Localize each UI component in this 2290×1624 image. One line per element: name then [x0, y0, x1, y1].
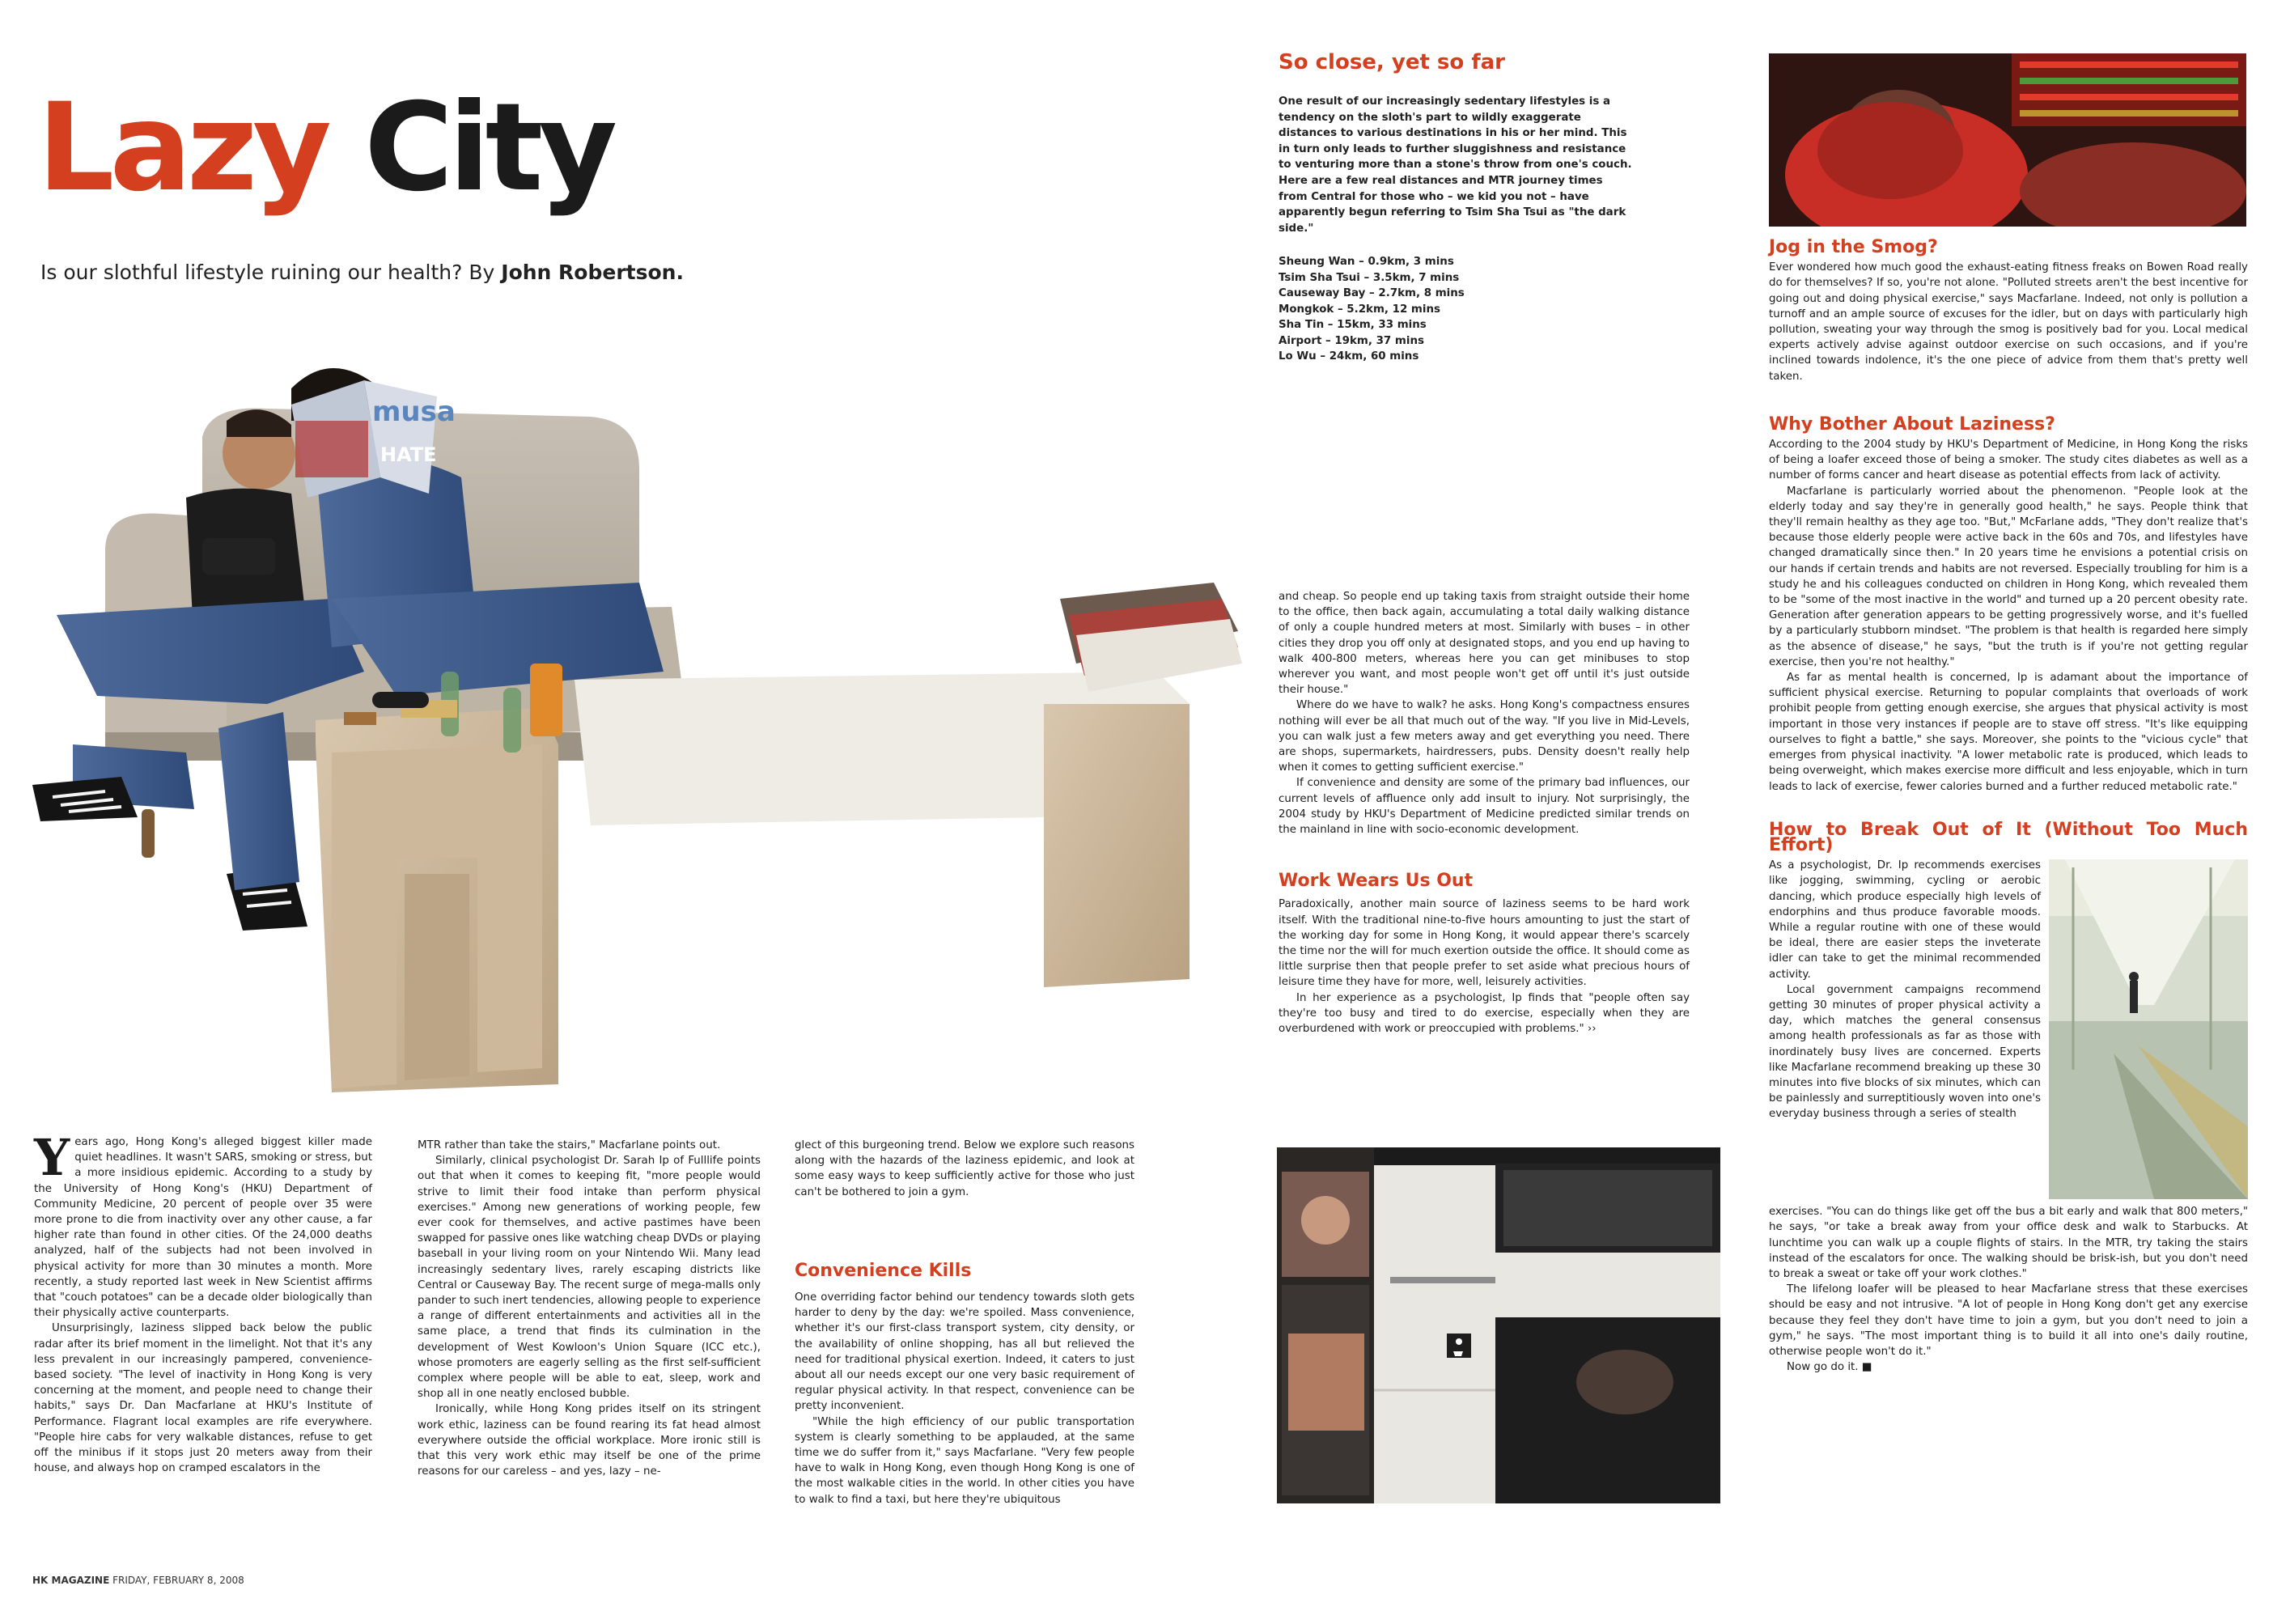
- col1-paragraph-2: Unsurprisingly, laziness slipped back below the public radar after its brief moment in the limelight. Not that it's any less prevalent in our increasingly pampered, convenience-based society. "The level of inactivity in Hong Kong is very concerning at the moment, and people need to change their habits," says Dr. Dan Macfarlane at HKU's Institute of Performance. Flagrant local examples are rife everywhere. "People hire cabs for very walkable distances, refuse to get off the minibus if it stops just 20 meters away from their house, and always hop on cramped escalators in the: [34, 1322, 372, 1475]
- col5-paragraph-2: According to the 2004 study by HKU's Department of Medicine, in Hong Kong the risks of being a loafer exceed those of being a smoker. The study cites diabetes as well as a number of forms cancer and heart disease as potential effects from lack of activity.: [1769, 439, 2248, 482]
- article-column-3: [795, 1138, 1134, 1507]
- article-column-2: [418, 1138, 761, 1479]
- section-heading-break-out: How to Break Out of It (Without Too Much Effort): [1769, 819, 2248, 855]
- escalator-illustration: [2049, 859, 2248, 1199]
- col2-paragraph-2: Similarly, clinical psychologist Dr. Sarah Ip of Fulllife points out that when it comes to keeping fit, "more people would strive to limit their food intake than perform physical exercises." Among new generations of working people, few ever cook for themselves, and active pastimes have been swapped for passive ones like watching cheap DVDs or playing baseball in your living room on your Nintendo Wii. Many lead increasingly sedentary lives, rarely escaping districts like Central or Causeway Bay. The recent surge of mega-malls only pander to such inert tendencies, allowing people to experience a range of different entertainments and activities all in the same place, a trend that finds its culmination in the development of West Kowloon's Union Square (ICC etc.), whose promoters are eagerly selling as the first self-sufficient complex where people will be able to eat, sleep, work and shop all in one neatly enclosed bubble.: [418, 1155, 761, 1401]
- distance-item: Tsim Sha Tsui – 3.5km, 7 mins: [1279, 271, 1460, 284]
- footer-magazine: HK MAGAZINE: [32, 1575, 110, 1586]
- section-heading-work: Work Wears Us Out: [1279, 871, 1474, 892]
- trading-floor-illustration: [1769, 53, 2246, 227]
- sidebar-heading: So close, yet so far: [1279, 50, 1505, 74]
- distance-item: Causeway Bay – 2.7km, 8 mins: [1279, 287, 1465, 300]
- deck-text: Is our slothful lifestyle ruining our health? By: [40, 261, 502, 284]
- col5-paragraph-9: Now go do it. ■: [1787, 1361, 1872, 1374]
- magazine-headline: HATE: [380, 443, 437, 466]
- col3-paragraph-3: "While the high efficiency of our public transportation system is clearly something to be applauded, at the same time we do suffer from it," says Macfarlane. "Very few people have to walk in Hong Kong, even though Hong Kong is one of the most walkable cities in the world. In other cities you have to walk to find a taxi, but here they're ubiquitous: [795, 1415, 1134, 1506]
- col4-paragraph-1: and cheap. So people end up taking taxis from straight outside their home to the office, then back again, accumulating a total daily walking distance of only a couple hundred meters at most. Similarly with buses – in other cities they drop you off only at designated stops, and you end up having to walk 400-800 meters, whereas here you can get minibuses to stop wherever you want, and most people won't get off until it's just outside their house.": [1279, 591, 1690, 697]
- article-column-1: [34, 1128, 372, 1476]
- mtr-illustration: [1277, 1147, 1720, 1503]
- col5-paragraph-1: Ever wondered how much good the exhaust-eating fitness freaks on Bowen Road really do for themselves? If so, you're not alone. "Polluted streets aren't the best incentive for going out and doing physical exercise," says Macfarlane. Indeed, not only is pollution a turnoff and an ample source of excuses for the idler, but on days with particularly high pollution, sweating your way through the smog is positively bad for you. Local medical experts actively advise against outdoor exercise on such occasions, and if you're inclined towards indolence, it's the one piece of advice from them that's pretty well taken.: [1769, 261, 2248, 383]
- distance-item: Lo Wu – 24km, 60 mins: [1279, 350, 1419, 363]
- col5-paragraph-7: exercises. "You can do things like get off the bus a bit early and walk that 800 meters," he says, "or take a break away from your office desk and walk to Starbucks. At lunchtime you can walk up a couple flights of stairs. In the MTR, try taking the stairs instead of the escalators for once. The walking should be brisk-ish, but you don't need to break a sweat or take off your work clothes.": [1769, 1206, 2248, 1280]
- col4-paragraph-3: If convenience and density are some of the primary bad influences, our current levels of affluence only add insult to injury. Not surprisingly, the 2004 study by HKU's Department of Medicine predicted similar trends on the mainland in line with socio-economic development.: [1279, 777, 1690, 837]
- title-word-lazy: Lazy: [37, 78, 327, 218]
- sidebar-intro: One result of our increasingly sedentary lifestyles is a tendency on the sloth's part to wildly exaggerate distances to various destinations in his or her mind. This in turn only leads to further sluggishness and resistance to venturing more than a stone's throw from one's couch. Here are a few real distances and MTR journey times from Central for those who – we kid you not – have apparently begun referring to Tsim Sha Tsui as "the dark side.": [1279, 95, 1632, 235]
- footer-date: FRIDAY, FEBRUARY 8, 2008: [112, 1575, 244, 1586]
- mtr-train-photo: [1277, 1147, 1720, 1503]
- page-title: [37, 78, 613, 218]
- col4-paragraph-4: Paradoxically, another main source of laziness seems to be hard work itself. With the traditional nine-to-five hours amounting to just the start of the working day for some in Hong Kong, it would appear there's scarcely the time nor the will for much exertion outside the office. It should come as little surprise then that people prefer to set aside what precious hours of leisure time they have for more, well, leisurely activities.: [1279, 898, 1690, 989]
- distance-item: Airport – 19km, 37 mins: [1279, 334, 1424, 347]
- col5-escalator-wrap: [1769, 858, 2248, 1375]
- col1-paragraph-1: [34, 1128, 372, 1321]
- col4-paragraph-5: In her experience as a psychologist, Ip finds that "people often say they're too busy and tired to do exercise, especially when they are overburdened with work or preoccupied with problems." ››: [1279, 991, 1690, 1036]
- col5-paragraph-4: As far as mental health is concerned, Ip is adamant about the importance of sufficient physical exercise. Returning to popular complaints that overloads of work prohibit people from getting enough exercise, she argues that physical activity is most important in those very instances if people are to stave off stress. "It's like equipping ourselves to fight a battle," she says. Moreover, she points to the "vicious cycle" that emerges from physical inactivity. "A lower metabolic rate is produced, which leads to being overweight, which makes exercise more difficult and less enjoyable, which in turn leads to lack of exercise, fewer calories burned and a further reduced metabolic rate.": [1769, 672, 2248, 793]
- col4-paragraph-2: Where do we have to walk? he asks. Hong Kong's compactness ensures nothing will ever be all that much out of the way. "If you live in Mid-Levels, you can walk just a few meters away and get everything you need. There are shops, supermarkets, hairdressers, pubs. Density doesn't really help when it comes to getting sufficient exercise.": [1279, 699, 1690, 774]
- col3-paragraph-2: One overriding factor behind our tendency towards sloth gets harder to deny by the day: we're spoiled. Mass convenience, whether it's our first-class transport system, city density, or the availability of online shopping, has all but relieved the need for traditional physical exertion. Indeed, it caters to just about all our needs except our one very basic requirement of regular physical activity. In that respect, convenience can be pretty inconvenient.: [795, 1291, 1134, 1413]
- section-heading-why-bother: Why Bother About Laziness?: [1769, 413, 2055, 435]
- title-word-city: City: [364, 78, 613, 218]
- distance-item: Sha Tin – 15km, 33 mins: [1279, 319, 1427, 332]
- drop-cap: Y: [34, 1128, 70, 1187]
- author-byline: John Robertson.: [501, 261, 684, 284]
- trading-floor-photo: [1769, 53, 2246, 227]
- col5-paragraph-5: As a psychologist, Dr. Ip recommends exercises like jogging, swimming, cycling or aerobic dancing, which produce especially high levels of endorphins and thus produce favorable moods. While a regular routine with one of these would be ideal, there are easier steps the inveterate idler can take to get the minimal recommended activity.: [1769, 859, 2041, 981]
- couch-illustration: [24, 324, 1270, 1100]
- couch-photo: [24, 324, 1270, 1100]
- deck: [40, 261, 684, 284]
- col3-paragraph-1: glect of this burgeoning trend. Below we explore such reasons along with the hazards of the laziness epidemic, and look at some easy ways to keep sufficiently active for those who just can't be bothered to join a gym.: [795, 1139, 1134, 1198]
- article-column-4: [1279, 589, 1690, 1037]
- col2-paragraph-1: MTR rather than take the stairs," Macfarlane points out.: [418, 1139, 721, 1151]
- col5-paragraph-3: Macfarlane is particularly worried about the phenomenon. "People look at the elderly today and say they're in generally good health," he says. People think that they'll remain healthy as they age too. "But," McFarlane adds, "They don't realize that's because those elderly people were active back in the 60s and 70s, and lifestyles have changed dramatically since then." In 20 years time he envisions a potential crisis on our hands if certain trends and habits are not reversed. Especially troubling for him is a study he and his colleagues conducted on children in Hong Kong, which revealed them to be "some of the most inactive in the world" and turned up a 20 percent obesity rate. Generation after generation appears to be getting progressively worse, and it's fuelled by a particularly stubborn mindset. "The problem is that health is regarded here simply as the absence of disease," he says, "but the truth is if you're not getting regular exercise, then you're not healthy.": [1769, 485, 2248, 668]
- article-column-5: [1769, 237, 2248, 1375]
- distance-item: Sheung Wan – 0.9km, 3 mins: [1279, 256, 1454, 269]
- col5-paragraph-6: Local government campaigns recommend getting 30 minutes of proper physical activity a day, which matches the general consensus among health professionals as far as those with inordinately busy lives are concerned. Experts like Macfarlane recommend breaking up these 30 minutes into five blocks of six minutes, which can be painlessly and surreptitiously woven into one's everyday business through a series of stealth: [1769, 983, 2041, 1121]
- sidebar-so-close: [1279, 50, 1635, 365]
- col5-paragraph-8: The lifelong loafer will be pleased to hear Macfarlane stress that these exercises should be easy and not intrusive. "A lot of people in Hong Kong don't get any exercise because they feel they don't have time to join a gym, but you don't need to join a gym," he says. "The most important thing is to build it all into one's daily routine, otherwise people won't do it.": [1769, 1283, 2248, 1358]
- distance-item: Mongkok – 5.2km, 12 mins: [1279, 303, 1440, 316]
- escalator-photo: [2049, 859, 2248, 1199]
- page-footer: [32, 1575, 244, 1586]
- section-heading-smog: Jog in the Smog?: [1769, 237, 1938, 257]
- col1-p1-text: ears ago, Hong Kong's alleged biggest killer made quiet headlines. It wasn't SARS, smoking or stress, but a more insidious epidemic. According to a study by the University of Hong Kong's (HKU) Department of Community Medicine, 20 percent of people over 35 were more prone to die from inactivity over any other cause, a far higher rate than found in other cities. Of the 24,000 deaths analyzed, half of the subjects had not been involved in physical activity for more than 30 minutes a month. More recently, a study reported last week in New Scientist affirms that "couch potatoes" can be a decade older biologically than their physically active counterparts.: [34, 1136, 372, 1320]
- section-heading-convenience: Convenience Kills: [795, 1260, 972, 1281]
- col2-paragraph-3: Ironically, while Hong Kong prides itself on its stringent work ethic, laziness can be found rearing its fat head almost everywhere outside the official workplace. More ironic still is that this very work ethic may itself be one of the prime reasons for our careless – and yes, lazy – ne-: [418, 1403, 761, 1478]
- distance-list: [1279, 254, 1635, 365]
- magazine-cover-word: musa: [372, 396, 456, 428]
